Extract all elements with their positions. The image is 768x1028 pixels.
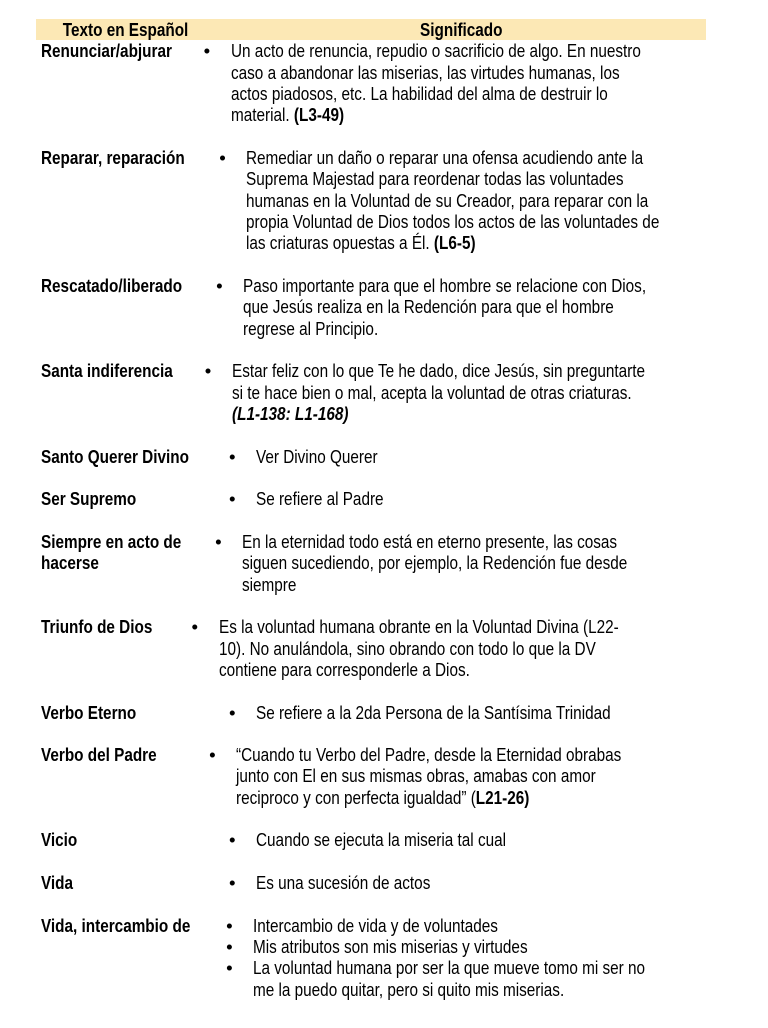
meaning-line: Es la voluntad humana obrante en la Voluntad Divina (L22- bbox=[218, 616, 619, 638]
term-cell bbox=[36, 702, 226, 723]
meaning-line: regrese al Principio. bbox=[243, 317, 379, 339]
meaning-bullet-item bbox=[226, 702, 706, 723]
meaning-line: La voluntad humana por ser la que mueve tomo mi ser no bbox=[253, 957, 646, 979]
bullet-icon: • bbox=[215, 530, 222, 552]
term-label: Renunciar/abjurar bbox=[41, 40, 172, 62]
meaning-line: Ver Divino Querer bbox=[256, 445, 378, 467]
glossary-row bbox=[36, 744, 706, 808]
term-label: Santa indiferencia bbox=[41, 360, 173, 382]
meaning-bullet-item bbox=[226, 829, 706, 850]
meaning-line: En la eternidad todo está en eterno presente, las cosas bbox=[242, 530, 618, 552]
meaning-line: Paso importante para que el hombre se relacione con Dios, bbox=[243, 274, 647, 296]
meaning-line: Cuando se ejecuta la miseria tal cual bbox=[256, 829, 507, 851]
term-label: Ser Supremo bbox=[41, 488, 137, 510]
meaning-cell bbox=[212, 531, 712, 595]
bullet-icon: • bbox=[229, 701, 236, 723]
meaning-cell bbox=[213, 275, 735, 339]
glossary-row bbox=[36, 616, 706, 680]
header-meaning-label: Significado bbox=[419, 19, 503, 40]
term-label: Vida bbox=[41, 872, 74, 894]
meaning-line: Un acto de renuncia, repudio o sacrificio de algo. En nuestro bbox=[230, 40, 641, 62]
meaning-line: Remediar un daño o reparar una ofensa acudiendo ante la bbox=[246, 146, 644, 168]
meaning-line: si te hace bien o mal, acepta la voluntad de otras criaturas. bbox=[231, 381, 632, 403]
table-header bbox=[36, 19, 706, 40]
meaning-text: las criaturas opuestas a Él. bbox=[246, 232, 435, 254]
meaning-cell bbox=[226, 872, 706, 893]
meaning-text: material. bbox=[230, 104, 294, 126]
glossary-row bbox=[36, 360, 706, 424]
term-label: Rescatado/liberado bbox=[41, 274, 183, 296]
meaning-line: Estar feliz con lo que Te he dado, dice Jesús, sin preguntarte bbox=[231, 360, 645, 382]
term-label: Verbo del Padre bbox=[41, 744, 157, 766]
meaning-cell bbox=[226, 488, 706, 509]
meaning-line: me la puedo quitar, pero si quito mis miserias. bbox=[253, 978, 565, 1000]
meaning-line: siempre bbox=[242, 573, 297, 595]
meaning-text: reciproco y con perfecta igualdad” ( bbox=[236, 786, 476, 808]
glossary-row bbox=[36, 488, 706, 509]
bullet-icon: • bbox=[229, 829, 236, 851]
glossary-row bbox=[36, 915, 706, 1000]
term-label: hacerse bbox=[41, 552, 99, 574]
glossary-row bbox=[36, 40, 706, 125]
reference-label: (L1-138: L1-168) bbox=[231, 402, 349, 424]
term-cell bbox=[36, 531, 212, 595]
meaning-bullet-item bbox=[226, 488, 706, 509]
header-term-cell bbox=[36, 19, 216, 40]
meaning-cell bbox=[226, 829, 706, 850]
meaning-cell bbox=[216, 147, 750, 254]
meaning-cell bbox=[202, 360, 736, 424]
bullet-icon: • bbox=[216, 274, 223, 296]
meaning-line: Se refiere al Padre bbox=[256, 488, 384, 510]
bullet-icon: • bbox=[226, 914, 233, 936]
term-cell bbox=[36, 147, 216, 254]
meaning-cell bbox=[189, 616, 706, 680]
bullet-icon: • bbox=[229, 488, 236, 510]
bullet-icon: • bbox=[229, 445, 236, 467]
meaning-line: siguen sucediendo, por ejemplo, la Redención fue desde bbox=[242, 552, 628, 574]
meaning-cell bbox=[206, 744, 706, 808]
glossary-row bbox=[36, 702, 706, 723]
glossary-row bbox=[36, 275, 706, 339]
bullet-icon: • bbox=[191, 616, 199, 638]
meaning-bullet-item bbox=[213, 275, 735, 339]
header-term-label: Texto en Español bbox=[63, 19, 189, 40]
term-cell bbox=[36, 872, 226, 893]
meaning-bullet-item bbox=[223, 936, 731, 957]
term-cell bbox=[36, 488, 226, 509]
term-label: Siempre en acto de bbox=[41, 530, 182, 552]
glossary-table bbox=[36, 19, 706, 1000]
glossary-row bbox=[36, 531, 706, 595]
meaning-line: Se refiere a la 2da Persona de la Santísima Trinidad bbox=[256, 701, 611, 723]
term-label: Vida, intercambio de bbox=[41, 914, 191, 936]
glossary-row bbox=[36, 446, 706, 467]
meaning-line: junto con El en sus mismas obras, amabas con amor bbox=[236, 765, 596, 787]
term-label: Verbo Eterno bbox=[41, 701, 137, 723]
meaning-line: caso a abandonar las miserias, las virtudes humanas, los bbox=[230, 61, 620, 83]
meaning-bullet-item bbox=[223, 915, 731, 936]
meaning-line bbox=[236, 787, 621, 808]
meaning-bullet-item bbox=[212, 531, 712, 595]
meaning-line: Suprema Majestad para reordenar todas las voluntades bbox=[246, 168, 624, 190]
meaning-line: que Jesús realiza en la Redención para que el hombre bbox=[243, 296, 614, 318]
term-cell bbox=[36, 360, 202, 424]
meaning-line bbox=[246, 232, 659, 253]
term-cell bbox=[36, 829, 226, 850]
meaning-line: Intercambio de vida y de voluntades bbox=[253, 914, 499, 936]
meaning-line: actos piadosos, etc. La habilidad del alma de destruir lo bbox=[230, 82, 608, 104]
meaning-line: Es una sucesión de actos bbox=[256, 872, 431, 894]
term-cell bbox=[36, 40, 201, 125]
meaning-bullet-item bbox=[216, 147, 750, 254]
meaning-line bbox=[231, 104, 641, 125]
meaning-bullet-item bbox=[226, 872, 706, 893]
meaning-bullet-item bbox=[206, 744, 706, 808]
meaning-line: propia Voluntad de Dios todos los actos de las voluntades de bbox=[246, 210, 660, 232]
bullet-icon: • bbox=[229, 872, 236, 894]
meaning-line: 10). No anulándola, sino obrando con todo lo que la DV bbox=[218, 637, 596, 659]
glossary-row bbox=[36, 872, 706, 893]
meaning-bullet-item bbox=[226, 446, 706, 467]
term-label: Reparar, reparación bbox=[41, 146, 185, 168]
meaning-line: humanas en la Voluntad de su Creador, para reparar con la bbox=[246, 189, 649, 211]
term-cell bbox=[36, 915, 223, 1000]
term-label: Triunfo de Dios bbox=[41, 616, 153, 638]
meaning-line: “Cuando tu Verbo del Padre, desde la Eternidad obrabas bbox=[236, 744, 622, 766]
glossary-row bbox=[36, 829, 706, 850]
meaning-cell bbox=[223, 915, 731, 1000]
term-cell bbox=[36, 616, 189, 680]
meaning-cell bbox=[226, 702, 706, 723]
bullet-icon: • bbox=[209, 744, 216, 766]
meaning-bullet-item bbox=[202, 360, 736, 424]
glossary-row bbox=[36, 147, 706, 254]
bullet-icon: • bbox=[204, 360, 212, 382]
term-label: Santo Querer Divino bbox=[41, 445, 189, 467]
meaning-cell bbox=[226, 446, 706, 467]
reference-label: L21-26) bbox=[475, 786, 530, 808]
term-cell bbox=[36, 744, 206, 808]
bullet-icon: • bbox=[226, 936, 233, 958]
term-cell bbox=[36, 446, 226, 467]
meaning-cell bbox=[201, 40, 731, 125]
meaning-bullet-item bbox=[189, 616, 706, 680]
meaning-bullet-item bbox=[223, 957, 731, 1000]
glossary-rows bbox=[36, 40, 706, 1000]
meaning-bullet-item bbox=[201, 40, 731, 125]
reference-label: (L3-49) bbox=[293, 104, 344, 126]
header-meaning-cell bbox=[216, 19, 706, 40]
meaning-line bbox=[232, 403, 645, 424]
term-cell bbox=[36, 275, 213, 339]
bullet-icon: • bbox=[219, 146, 226, 168]
meaning-line: Mis atributos son mis miserias y virtudes bbox=[253, 936, 528, 958]
reference-label: (L6-5) bbox=[434, 232, 476, 254]
bullet-icon: • bbox=[203, 40, 211, 62]
bullet-icon: • bbox=[226, 957, 233, 979]
term-label: Vicio bbox=[41, 829, 78, 851]
meaning-line: contiene para corresponderle a Dios. bbox=[218, 658, 470, 680]
